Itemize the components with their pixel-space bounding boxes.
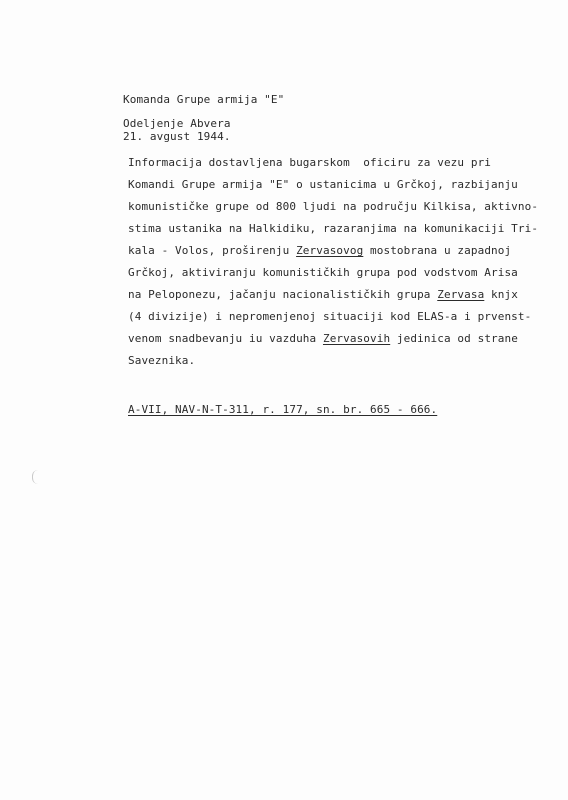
body-line: stima ustanika na Halkidiku, razaranjima na komunikaciji Tri- — [128, 222, 539, 235]
body-line: komunističke grupe od 800 ljudi na području Kilkisa, aktivno- — [128, 200, 539, 213]
underlined-name: Zervasovog — [296, 244, 364, 257]
body-line: Saveznika. — [128, 354, 196, 367]
archive-reference: A-VII, NAV-N-T-311, r. 177, sn. br. 665 - 666. — [128, 403, 438, 416]
header-department: Odeljenje Abvera — [123, 117, 231, 130]
header-command: Komanda Grupe armija "E" — [123, 93, 285, 106]
body-line: na Peloponezu, jačanju nacionalističkih grupa Zervasa knjx — [128, 288, 518, 301]
header-date: 21. avgust 1944. — [123, 130, 231, 143]
body-line: (4 divizije) i nepromenjenoj situaciji kod ELAS-a i prvenst- — [128, 310, 532, 323]
scan-mark — [32, 470, 39, 484]
body-line: Komandi Grupe armija "E" o ustanicima u Grčkoj, razbijanju — [128, 178, 518, 191]
body-line: Informacija dostavljena bugarskom oficiru za vezu pri — [128, 156, 492, 169]
body-line: venom snadbevanju iu vazduha Zervasovih jedinica od strane — [128, 332, 518, 345]
underlined-name: Zervasovih — [322, 332, 391, 345]
body-line: Grčkoj, aktiviranju komunističkih grupa pod vodstvom Arisa — [128, 266, 518, 279]
body-line: kala - Volos, proširenju Zervasovog mostobrana u zapadnoj — [128, 244, 512, 257]
underlined-name: Zervasa — [437, 288, 485, 301]
